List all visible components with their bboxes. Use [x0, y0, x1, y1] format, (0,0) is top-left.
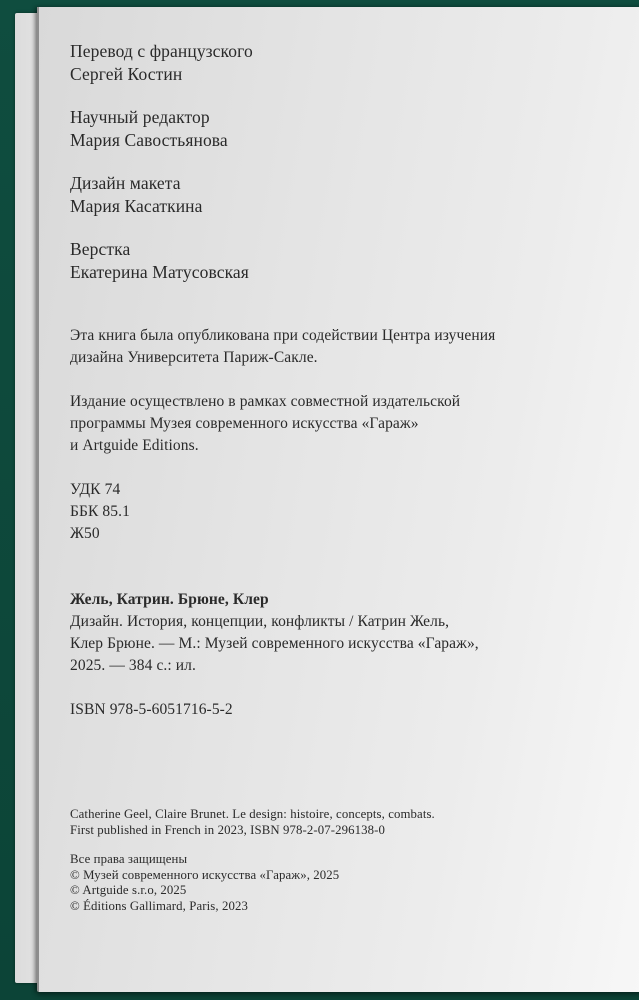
- program-note-line: Издание осуществлено в рамках совместной издательской: [70, 393, 461, 410]
- copyright-line: © Музей современного искусства «Гараж», 2025: [70, 867, 340, 882]
- credit-name: Сергей Костин: [70, 63, 183, 84]
- bibliographic-authors: Жель, Катрин. Брюне, Клер: [70, 591, 269, 608]
- support-note-line: Эта книга была опубликована при содействии Центра изучения: [70, 327, 496, 344]
- credit-name: Мария Касаткина: [70, 195, 203, 216]
- copyright-line: © Artguide s.r.o, 2025: [70, 883, 187, 897]
- bibliographic-record: [70, 589, 615, 677]
- credit-layout-design: [70, 172, 615, 217]
- credit-role: Перевод с французского: [70, 41, 253, 61]
- credits-section: [70, 40, 615, 283]
- udk-code: УДК 74: [70, 481, 121, 498]
- program-note-line: программы Музея современного искусства «Гараж»: [70, 415, 419, 432]
- credit-role: Научный редактор: [70, 107, 210, 127]
- program-note: [70, 391, 615, 457]
- original-edition-line: First published in French in 2023, ISBN 978-2-07-296138-0: [70, 822, 385, 837]
- classification-codes: [70, 479, 615, 545]
- isbn-value: ISBN 978-5-6051716-5-2: [70, 701, 233, 718]
- isbn: [70, 699, 615, 721]
- credit-typesetting: [70, 238, 615, 283]
- program-note-line: и Artguide Editions.: [70, 437, 199, 454]
- credit-scientific-editor: [70, 106, 615, 151]
- original-edition-note: [70, 807, 615, 838]
- original-edition-line: Catherine Geel, Claire Brunet. Le design: histoire, concepts, combats.: [70, 807, 435, 821]
- support-note-line: дизайна Университета Париж-Сакле.: [70, 349, 318, 366]
- author-mark: Ж50: [70, 525, 100, 542]
- credit-translator: [70, 40, 615, 85]
- credit-role: Верстка: [70, 239, 131, 259]
- support-note: [70, 325, 615, 369]
- rights-line: Все права защищены: [70, 852, 188, 866]
- imprint-content: [70, 40, 615, 914]
- credit-name: Мария Савостьянова: [70, 129, 228, 150]
- credit-name: Екатерина Матусовская: [70, 261, 249, 282]
- bibliographic-line: Дизайн. История, концепции, конфликты / Катрин Жель,: [70, 613, 450, 630]
- bbk-code: ББК 85.1: [70, 503, 130, 520]
- copyright-line: © Éditions Gallimard, Paris, 2023: [70, 898, 248, 913]
- bibliographic-line: Клер Брюне. — М.: Музей современного искусства «Гараж»,: [70, 635, 479, 652]
- rights-notice: [70, 852, 615, 914]
- bibliographic-line: 2025. — 384 с.: ил.: [70, 657, 196, 674]
- credit-role: Дизайн макета: [70, 173, 181, 193]
